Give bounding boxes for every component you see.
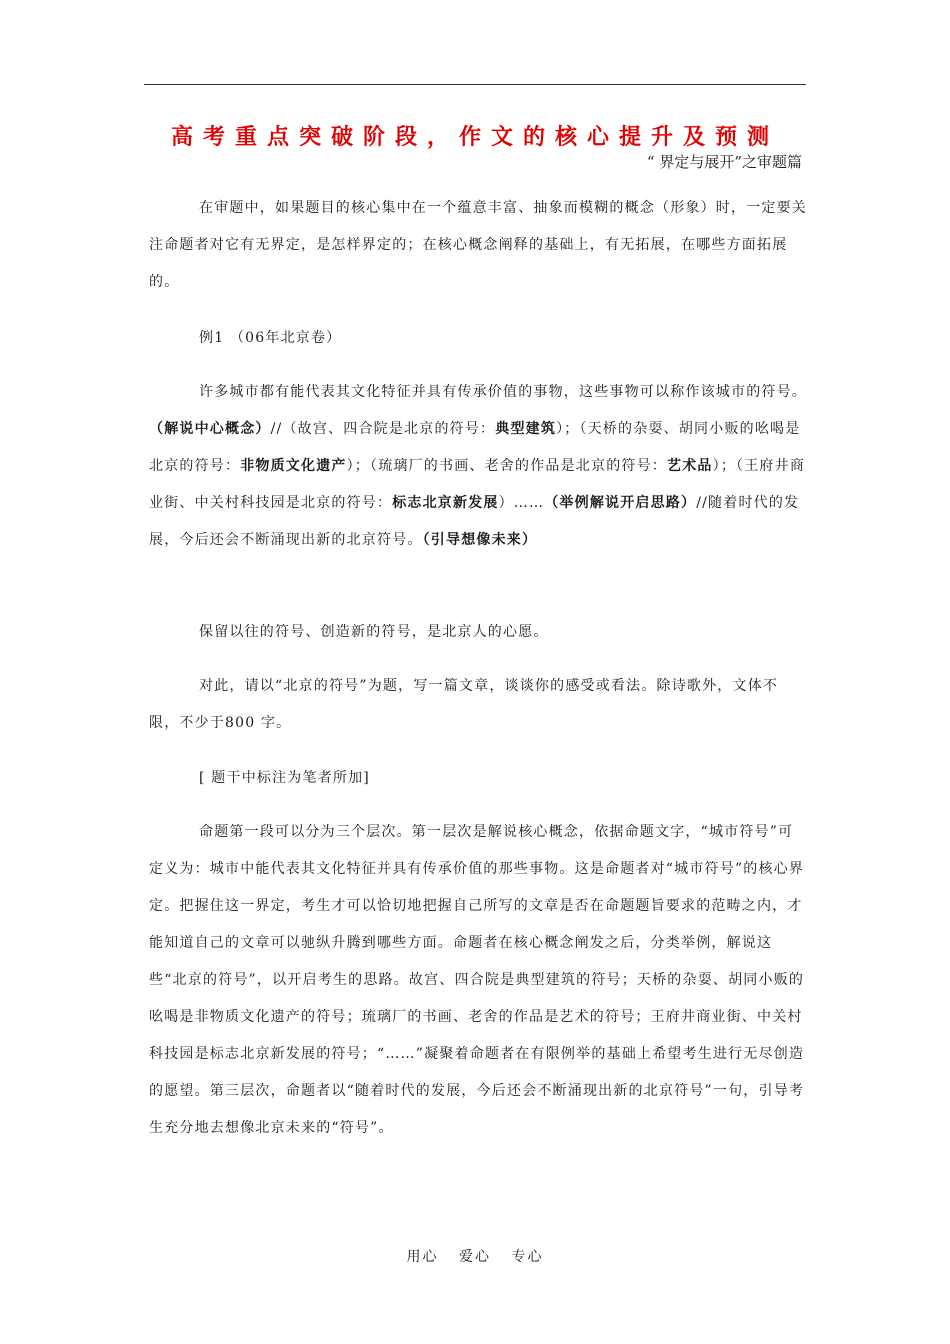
prompt-text: ）；（天桥的杂耍、胡同小贩的吆喝是北京的符号： (149, 421, 801, 474)
author-note: [ 题干中标注为笔者所加] (199, 770, 370, 786)
annotation-bold: （解说中心概念） (149, 421, 271, 437)
annotation-bold: 典型建筑 (495, 421, 557, 437)
exam-prompt-paragraph (149, 374, 807, 559)
prompt-text: ）；（琉璃厂的书画、老舍的作品是北京的符号： (346, 458, 668, 474)
analysis-paragraph: 命题第一段可以分为三个层次。第一层次是解说核心概念，依据命题文字，“城市符号”可定义为：城市中能代表其文化特征并具有传承价值的那些事物。这是命题者对“城市符号”的核心界定。把握住这一界定，考生才可以恰切地把握自己所写的文章是否在命题题旨要求的范畴之内，才能知道自己的文章可以驰纵升腾到哪些方面。命题者在核心概念阐发之后，分类举例，解说这些“北京的符号”，以开启考生的思路。故宫、四合院是典型建筑的符号；天桥的杂耍、胡同小贩的吆喝是非物质文化遗产的符号；琉璃厂的书画、老舍的作品是艺术的符号；王府井商业街、中关村科技园是标志北京新发展的符号；“……”凝聚着命题者在有限例举的基础上希望考生进行无尽创造的愿望。第三层次，命题者以“随着时代的发展，今后还会不断涌现出新的北京符号”一句，引导考生充分地去想像北京未来的“符号”。 (149, 824, 805, 1136)
annotation-bold: 标志北京新发展 (392, 495, 499, 511)
document-title: 高考重点突破阶段，作文的核心提升及预测 (170, 125, 779, 150)
intro-paragraph: 在审题中，如果题目的核心集中在一个蕴意丰富、抽象而模糊的概念（形象）时，一定要关注命题者对它有无界定，是怎样界定的；在核心概念阐释的基础上，有无拓展，在哪些方面拓展的。 (149, 200, 807, 290)
example-heading: 例1 （06年北京卷） (199, 330, 342, 346)
page-footer: 用心 爱心 专心 (406, 1249, 544, 1265)
prompt-text: //（故宫、四合院是北京的符号： (270, 421, 496, 437)
prompt-task-paragraph: 对此，请以“北京的符号”为题，写一篇文章，谈谈你的感受或看法。除诗歌外，文体不限，不少于800 字。 (149, 678, 779, 731)
prompt-wish-paragraph: 保留以往的符号、创造新的符号，是北京人的心愿。 (199, 624, 549, 640)
document-subtitle: “ 界定与展开”之审题篇 (646, 153, 802, 171)
annotation-bold: 艺术品 (667, 458, 713, 474)
prompt-text: //随着时代的发展，今后还会不断涌现出新的北京符号。 (149, 495, 800, 548)
prompt-text: ）…… (498, 495, 545, 511)
prompt-text: ）；（王府井商业街、中关村科技园是北京的符号： (149, 458, 806, 511)
header-rule (144, 84, 806, 85)
annotation-bold: （举例解说开启思路） (544, 495, 697, 511)
prompt-text: 许多城市都有能代表其文化特征并具有传承价值的事物，这些事物可以称作该城市的符号。 (199, 384, 807, 400)
annotation-bold: 非物质文化遗产 (240, 458, 347, 474)
annotation-bold: （引导想像未来） (422, 532, 538, 548)
